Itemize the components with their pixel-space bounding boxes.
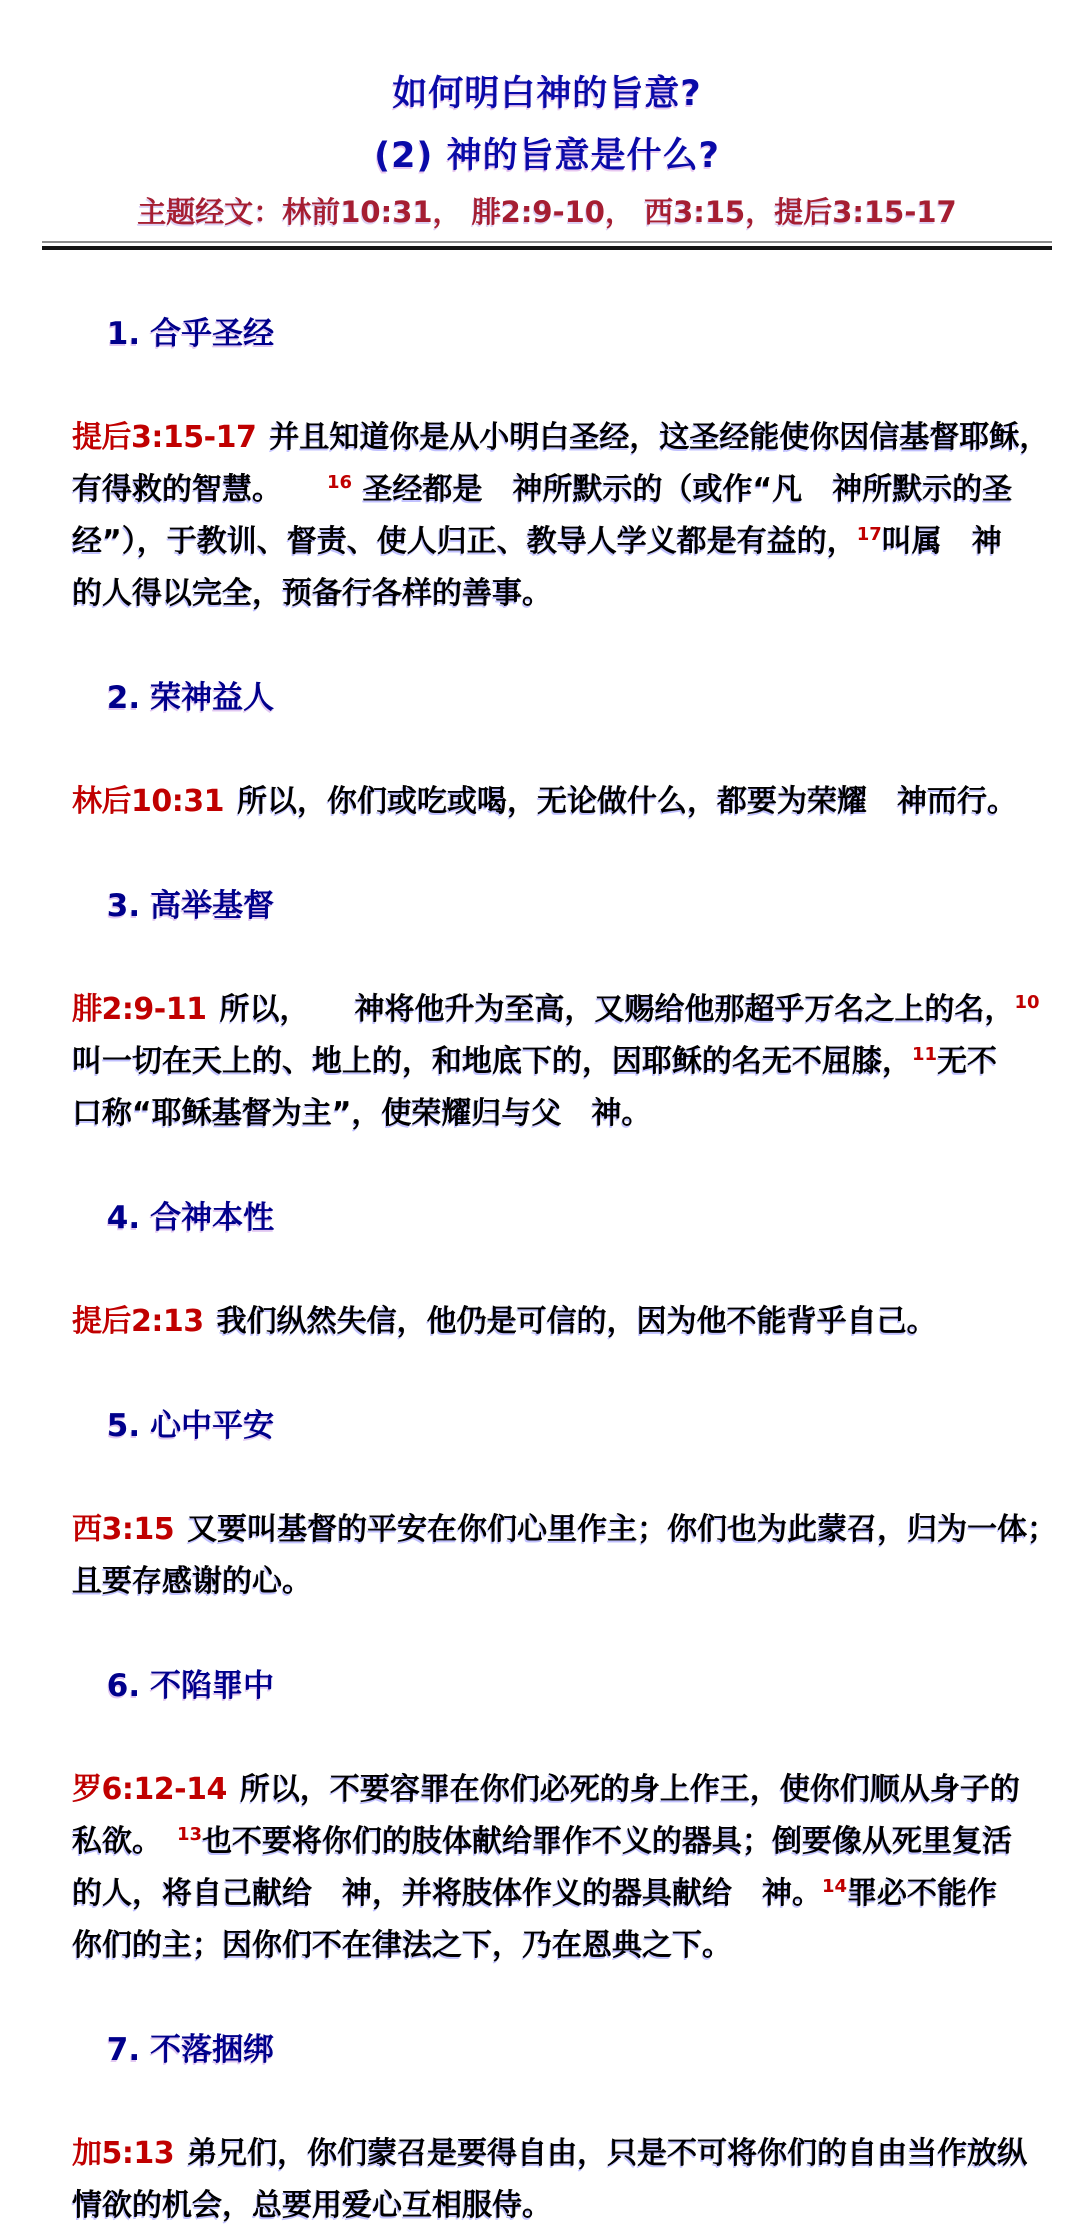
verse-line <box>72 1088 1052 1140</box>
section <box>42 1348 1058 1608</box>
section <box>42 620 1052 828</box>
verse-line <box>72 1556 1052 1608</box>
verse-text: 且要存感谢的心。 <box>72 1564 312 1599</box>
verse-number-superscript: 16 <box>327 472 353 493</box>
section-heading <box>42 1972 1052 2128</box>
section-number: 2. <box>106 680 141 716</box>
verse-line <box>72 1920 1052 1972</box>
scripture-ref: 林后10:31 <box>72 784 224 819</box>
verse-text: 你们的主；因你们不在律法之下，乃在恩典之下。 <box>72 1928 732 1963</box>
verse-text: 圣经都是 神所默示的（或作“凡 神所默示的圣 <box>352 472 1013 507</box>
section <box>42 1972 1052 2232</box>
verse-text: 所以， 神将他升为至高，又赐给他那超乎万名之上的名， <box>219 992 1015 1027</box>
section-title: 不陷罪中 <box>150 1668 275 1704</box>
section-heading <box>42 256 1052 412</box>
section-heading <box>42 1140 1052 1296</box>
verse-text: 所以，你们或吃或喝，无论做什么，都要为荣耀 神而行。 <box>237 784 1017 819</box>
verse-number-superscript: 14 <box>822 1876 848 1897</box>
verse-text: 经”），于教训、督责、使人归正、教导人学义都是有益的， <box>72 524 857 559</box>
section-verses <box>42 1764 1052 1972</box>
sections-list <box>42 256 1058 2232</box>
section-heading <box>42 620 1052 776</box>
section-verses <box>42 776 1052 828</box>
section-number: 1. <box>106 316 141 352</box>
double-rule-divider <box>42 241 1052 250</box>
verse-line <box>72 1816 1052 1868</box>
section-verses <box>42 1296 1052 1348</box>
verse-line <box>72 1868 1052 1920</box>
verse-line <box>72 1764 1052 1816</box>
verse-text: 弟兄们，你们蒙召是要得自由，只是不可将你们的自由当作放纵 <box>187 2136 1028 2171</box>
scripture-ref: 提后3:15-17 <box>72 420 257 455</box>
verse-number-superscript: 11 <box>912 1044 938 1065</box>
section-number: 5. <box>106 1408 141 1444</box>
scripture-ref: 提后2:13 <box>72 1304 204 1339</box>
verse-line <box>72 776 1052 828</box>
verse-line <box>72 1504 1058 1556</box>
section <box>42 1140 1052 1348</box>
verse-line <box>72 1036 1052 1088</box>
verse-line <box>72 2180 1052 2232</box>
section-heading <box>42 828 1052 984</box>
section-title: 不落捆绑 <box>150 2032 275 2068</box>
page-title: 如何明白神的旨意? <box>392 74 702 114</box>
section <box>42 1608 1052 1972</box>
section-number: 6. <box>106 1668 141 1704</box>
section-verses <box>42 412 1052 620</box>
verse-number-superscript: 17 <box>856 524 882 545</box>
verse-line <box>72 984 1052 1036</box>
section-title: 荣神益人 <box>150 680 275 716</box>
verse-line <box>72 2128 1052 2180</box>
verse-text: 所以，不要容罪在你们必死的身上作王，使你们顺从身子的 <box>239 1772 1020 1807</box>
verse-text: 口称“耶稣基督为主”，使荣耀归与父 神。 <box>72 1096 652 1131</box>
section-title: 合乎圣经 <box>150 316 275 352</box>
section-verses <box>42 2128 1052 2232</box>
verse-text: 叫一切在天上的、地上的，和地底下的，因耶稣的名无不屈膝， <box>72 1044 912 1079</box>
section-verses <box>42 984 1052 1140</box>
verse-text: 也不要将你们的肢体献给罪作不义的器具；倒要像从死里复活 <box>202 1824 1013 1859</box>
verse-number-superscript: 13 <box>177 1824 203 1845</box>
scripture-ref: 加5:13 <box>72 2136 175 2171</box>
verse-text: 并且知道你是从小明白圣经，这圣经能使你因信基督耶稣， <box>269 420 1050 455</box>
verse-text: 罪必不能作 <box>847 1876 998 1911</box>
verse-line <box>72 412 1052 464</box>
section-title: 高举基督 <box>150 888 275 924</box>
verse-text: 的人，将自己献给 神，并将肢体作义的器具献给 神。 <box>72 1876 822 1911</box>
verse-text: 私欲。 <box>72 1824 177 1859</box>
verse-number-superscript: 10 <box>1014 992 1040 1013</box>
section-number: 4. <box>106 1200 141 1236</box>
verse-text: 情欲的机会，总要用爱心互相服侍。 <box>72 2188 552 2223</box>
section-heading <box>42 1608 1052 1764</box>
verse-text: 我们纵然失信，他仍是可信的，因为他不能背乎自己。 <box>216 1304 937 1339</box>
scripture-ref: 西3:15 <box>72 1512 175 1547</box>
section-number: 3. <box>106 888 141 924</box>
scripture-ref: 罗6:12-14 <box>72 1772 227 1807</box>
section-title: 合神本性 <box>150 1200 275 1236</box>
section <box>42 828 1052 1140</box>
verse-line <box>72 568 1052 620</box>
verse-text: 又要叫基督的平安在你们心里作主；你们也为此蒙召，归为一体； <box>187 1512 1058 1547</box>
section-title: 心中平安 <box>150 1408 275 1444</box>
section-heading <box>42 1348 1052 1504</box>
section-number: 7. <box>106 2032 141 2068</box>
verse-text: 叫属 神 <box>881 524 1002 559</box>
page-subtitle: (2) 神的旨意是什么? <box>374 136 720 176</box>
theme-verse-line: 主题经文：林前10:31， 腓2:9-10， 西3:15，提后3:15-17 <box>137 195 957 229</box>
verse-text: 的人得以完全，预备行各样的善事。 <box>72 576 552 611</box>
scripture-ref: 腓2:9-11 <box>72 992 207 1027</box>
verse-text: 无不 <box>937 1044 998 1079</box>
verse-text: 有得救的智慧。 <box>72 472 327 507</box>
section <box>42 256 1052 620</box>
verse-line <box>72 1296 1052 1348</box>
section-verses <box>42 1504 1058 1608</box>
verse-line <box>72 516 1052 568</box>
verse-line <box>72 464 1052 516</box>
